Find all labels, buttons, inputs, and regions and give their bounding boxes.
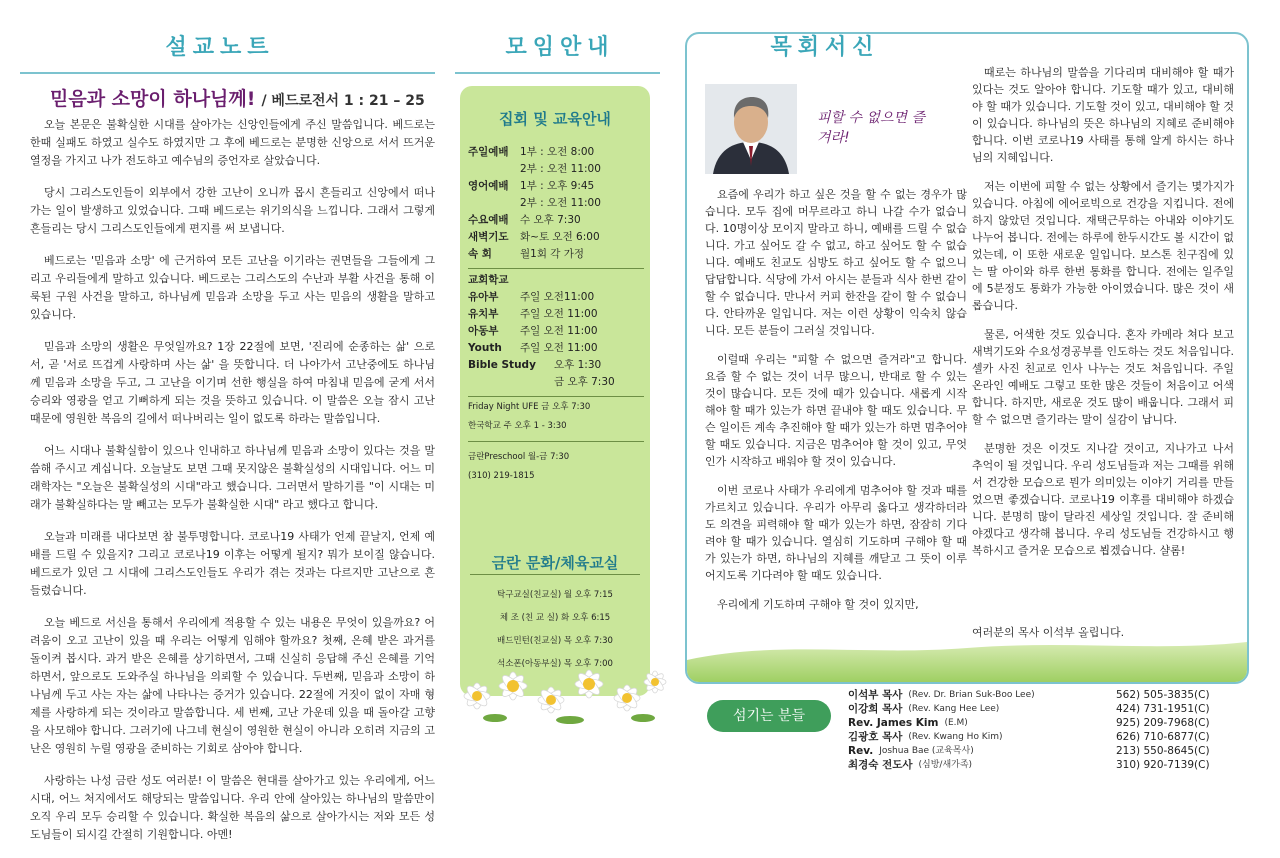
letter-paragraph: 우리에게 기도하며 구해야 할 것이 있지만,	[717, 598, 919, 611]
service-label: 영어예배	[468, 180, 509, 192]
staff-row	[848, 744, 1228, 758]
staff-name: 김광호 목사	[848, 731, 903, 743]
sermon-body	[30, 116, 435, 858]
letter-paragraph: 요즘에 우리가 하고 싶은 것을 할 수 없는 경우가 많습니다. 모두 집에 머무르라고 하니 나갈 수가 없습니다. 10명이상 모이지 말라고 하니, 예배를 드릴 수 없습니다. 가고 싶어도 갈 수 없고, 하고 싶어도 할 수 없습니다. 예배도 친교도 심방도 하고 싶어도 할 수 없으니 답답합니다. 식당에 가서 아시는 분들과 식사 한번 같이 할 수 없습니다. 만나서 커피 한잔을 같이 할 수 없습니다. 안타까운 일입니다. 저는 이런 상황이 익숙치 않습니다. 모든 분들이 그러실 것입니다.	[705, 188, 967, 337]
school-row	[468, 374, 644, 391]
service-label	[468, 161, 520, 178]
letter-section-title	[685, 30, 965, 61]
meeting-section-title: 모임안내	[505, 35, 615, 60]
schedule-box	[460, 86, 650, 696]
school-time: 주일 오전 11:00	[520, 308, 598, 320]
schedule-box-title: 집회 및 교육안내	[499, 110, 611, 128]
sermon-paragraph: 당시 그리스도인들이 외부에서 강한 고난이 오니까 몹시 흔들리고 신앙에서 떠나가는 일이 발생하고 있었습니다. 그때 베드로는 위기의식을 느낍니다. 그래서 그렇게 흔들리는 당시 그리스도인들에게 편지를 써 보냅니다.	[30, 186, 435, 235]
meeting-guide-section	[445, 0, 675, 777]
letter-signature: 여러분의 목사 이석부 올립니다.	[972, 626, 1125, 639]
service-time: 2부 : 오전 11:00	[520, 163, 601, 175]
staff-row	[848, 758, 1228, 772]
staff-row	[848, 688, 1228, 702]
service-time: 1부 : 오전 8:00	[520, 146, 595, 158]
school-heading-row	[468, 272, 644, 289]
meeting-divider	[455, 72, 660, 74]
letter-paragraph: 분명한 것은 이것도 지나갈 것이고, 지나가고 나서 추억이 될 것입니다. 우리 성도님들과 저는 그때를 위해서 건강한 모습으로 뭔가 의미있는 이야기 거리를 만들었으면 좋겠습니다. 코로나19 이후를 대비해야 하겠습니다. 분명히 많이 달라진 세상일 것입니다. 잘 준비해야겠다고 생각해 봅니다. 우리 성도님들 건강하시고 행복하시고 즐거운 모습으로 뵙겠습니다. 샬롬!	[972, 442, 1234, 557]
pastor-quote: 피할 수 없으면 즐겨라!	[817, 110, 926, 146]
service-label: 새벽기도	[468, 231, 509, 243]
sermon-title: 믿음과 소망이 하나님께!	[50, 88, 256, 110]
letter-paragraph: 이럴때 우리는 "피할 수 없으면 즐겨라"고 합니다. 요즘 할 수 없는 것이 너무 많으니, 반대로 할 수 있는 것이 많습니다. 모든 것에 때가 있습니다. 새롭게 시작해야 할 때가 있는가 하면 끝내야 할 때도 있습니다. 무슨 일이든 계속 추진해야 할 때가 있는가 하면 멈추어야 할 때도 있습니다. 지금은 멈추어야 할 것이 있고, 무엇인가 시작하고 배워야 할 것이 있습니다.	[705, 353, 967, 468]
sermon-section-title: 설교노트	[165, 35, 275, 60]
staff-phone: 213) 550-8645(C)	[1116, 745, 1210, 757]
letter-paragraph: 때로는 하나님의 말씀을 기다리며 대비해야 할 때가 있다는 것도 알아야 합니다. 기도할 때가 있고, 대비해야 할 때가 있습니다. 기도할 것이 있고, 대비해야 할 것이 있습니다. 하나님의 뜻은 하나님의 지혜로 준비해야 합니다. 이번 코로나19 사태를 통해 알게 하시는 하나님의 지혜입니다.	[972, 66, 1234, 164]
sermon-heading	[50, 84, 440, 111]
staff-phone: 562) 505-3835(C)	[1116, 689, 1210, 701]
korean-school-info: 한국학교 주 오후 1 - 3:30	[468, 421, 567, 431]
sermon-paragraph: 어느 시대나 불확실함이 있으나 인내하고 하나님께 믿음과 소망이 있다는 것을 말씀해 주시고 계십니다. 오늘날도 보면 그때 못지않은 불확실성의 시대입니다. 어느 미래학자는 "오늘은 불확실성의 시대"라고 했습니다. 그러면서 말하기를 "이 시대는 미래가 불확실하다는 말 빼고는 모두가 불확실한 시대" 라고 했다고 합니다.	[30, 444, 435, 511]
service-row	[468, 178, 644, 195]
letter-right-column	[972, 64, 1234, 571]
staff-name: 이석부 목사	[848, 689, 903, 701]
staff-badge: 섬기는 분들	[707, 700, 831, 732]
school-row	[468, 357, 644, 374]
school-time: 주일 오전 11:00	[520, 325, 598, 337]
culture-item: 석소폰(아동부실) 목 오후 7:00	[497, 659, 613, 669]
letter-left-column	[705, 186, 967, 625]
school-row	[468, 323, 644, 340]
letter-section-title-text: 목회서신	[760, 35, 889, 60]
schedule-divider	[468, 396, 644, 397]
service-label: 속 회	[468, 248, 492, 260]
staff-row	[848, 730, 1228, 744]
letter-paragraph: 물론, 어색한 것도 있습니다. 혼자 카메라 쳐다 보고 새벽기도와 수요성경공부를 인도하는 것도 처음입니다. 셀카 사진 친교로 인사 나누는 것도 처음입니다. 주일 온라인 예배도 그렇고 또한 많은 것들이 처음이고 어색합니다. 하지만, 새로운 것도 많이 배웁니다. 그래서 피할 수 없으면 즐기라는 말이 실감이 납니다.	[972, 328, 1234, 426]
service-row	[468, 161, 644, 178]
service-row	[468, 229, 644, 246]
staff-english-name: (E.M)	[944, 718, 968, 728]
letter-paragraph: 저는 이번에 피할 수 없는 상황에서 즐기는 몇가지가 있습니다. 아침에 에어로빅으로 건강을 지킵니다. 전에 하지 않았던 것입니다. 재택근무하는 아내와 이야기도 나누어 봅니다. 전에는 하루에 한두시간도 볼 시간이 없었는데, 이 또한 새로운 일입니다. 보스톤 친구집에 있는 딸 아이와 하루 한번 통화를 합니다. 전에는 일주일에 5분정도 통화가 가능한 아이였습니다. 많은 것이 새롭습니다.	[972, 180, 1234, 312]
school-row	[468, 289, 644, 306]
school-label: 유아부	[468, 291, 499, 303]
staff-phone: 310) 920-7139(C)	[1116, 759, 1210, 771]
school-row	[468, 306, 644, 323]
school-heading: 교회학교	[468, 274, 509, 286]
schedule-divider	[468, 268, 644, 269]
service-row	[468, 246, 644, 263]
school-label: 아동부	[468, 325, 499, 337]
sermon-paragraph: 믿음과 소망의 생활은 무엇일까요? 1장 22절에 보면, '진리에 순종하는 삶' 으로서, 곧 '서로 뜨겁게 사랑하며 사는 삶' 을 뜻합니다. 더 나아가서 고난중에도 하나님께 믿음과 소망을 두고, 그 고난을 이기며 선한 행실을 하여 마침내 믿음에 굳게 서서 승리와 영광을 얻고 기뻐하게 되는 것을 뜻하고 있습니다. 이 말씀은 오늘 잠시 고난 때문에 영원한 복음의 길에서 떠나버리는 일이 없도록 하라는 말씀입니다.	[30, 340, 435, 425]
staff-name: 이강희 목사	[848, 703, 903, 715]
staff-name: 최경숙 전도사	[848, 759, 913, 771]
school-label: 유치부	[468, 308, 499, 320]
service-time: 월1회 각 가정	[520, 248, 585, 260]
culture-item: 체 조 (친 교 실) 화 오후 6:15	[499, 613, 611, 623]
staff-english-name: (Rev. Kang Hee Lee)	[908, 704, 1000, 714]
service-row	[468, 195, 644, 212]
preschool-phone: (310) 219-1815	[468, 471, 535, 481]
service-row	[468, 144, 644, 161]
staff-name: Rev. James Kim	[848, 717, 939, 729]
service-row	[468, 212, 644, 229]
sermon-paragraph: 오늘과 미래를 내다보면 참 불투명합니다. 코로나19 사태가 언제 끝날지, 언제 예배를 드릴 수 있을지? 그리고 코로나19 이후는 어떻게 될지? 뭐가 보이질 않습니다. 베드로가 있던 그 시대에 그리스도인들도 우리가 겪는 것과는 다르지만 고난으로 흔들렸습니다.	[30, 530, 435, 597]
school-time: 금 오후 7:30	[554, 376, 615, 388]
school-label: Youth	[468, 342, 502, 354]
culture-item: 탁구교실(친교실) 월 오후 7:15	[497, 590, 613, 600]
sermon-reference: / 베드로전서 1 : 21 – 25	[261, 93, 425, 109]
service-label: 주일예배	[468, 146, 509, 158]
school-time: 주일 오전 11:00	[520, 342, 598, 354]
staff-list	[848, 688, 1228, 772]
staff-name: Rev.	[848, 745, 874, 757]
sermon-paragraph: 오늘 본문은 불확실한 시대를 살아가는 신앙인들에게 주신 말씀입니다. 베드로는 한때 실패도 하였고 실수도 하였지만 그 후에 베드로는 분명한 신앙으로 서서 뜨거운 열정을 가지고 나가 전도하고 예수님의 증언자로 살았습니다.	[30, 118, 435, 167]
staff-phone: 925) 209-7968(C)	[1116, 717, 1210, 729]
staff-row	[848, 716, 1228, 730]
staff-english-name: (심방/새가족)	[918, 760, 973, 770]
service-time: 수 오후 7:30	[520, 214, 581, 226]
staff-english-name: (Rev. Kwang Ho Kim)	[908, 732, 1003, 742]
schedule-divider	[468, 441, 644, 442]
staff-english-name: Joshua Bae (교육목사)	[879, 746, 974, 756]
staff-row	[848, 702, 1228, 716]
sermon-notes-section	[0, 0, 440, 841]
school-time: 오후 1:30	[554, 359, 602, 371]
preschool-info: 금란Preschool 월-금 7:30	[468, 452, 570, 462]
service-time: 화~토 오전 6:00	[520, 231, 600, 243]
staff-phone: 424) 731-1951(C)	[1116, 703, 1210, 715]
grass-illustration	[687, 630, 1247, 682]
pastor-photo	[705, 84, 797, 174]
sermon-paragraph: 사랑하는 나성 금란 성도 여러분! 이 말씀은 현대를 살아가고 있는 우리에게, 어느 시대, 어느 처지에서도 해당되는 말씀입니다. 우리 안에 살아있는 하나님의 말씀만이 오직 우리 모두 승리할 수 있습니다. 확실한 복음의 삶으로 살아가시는 저와 모든 성도님들이 되시길 간절히 기원합니다. 아멘!	[30, 774, 435, 841]
service-time: 2부 : 오전 11:00	[520, 197, 601, 209]
sermon-divider	[20, 72, 435, 74]
staff-english-name: (Rev. Dr. Brian Suk-Boo Lee)	[908, 690, 1035, 700]
service-label	[468, 195, 520, 212]
schedule-list	[468, 144, 644, 483]
school-time: 주일 오전11:00	[520, 291, 595, 303]
daisy-flowers-illustration	[455, 656, 670, 726]
letter-paragraph: 이번 코로나 사태가 우리에게 멈추어야 할 것과 때를 가르치고 있습니다. 우리가 아무리 옳다고 생각하더라도 의견을 피력해야 할 때가 있는가 하면, 잠잠히 기다려야 할 때가 있습니다. 열심히 기도하며 구해야 할 때가 있는가 하면, 하나님의 지혜를 깨닫고 그 뜻이 이루어지도록 기다려야 할 때도 있습니다.	[705, 484, 967, 582]
service-time: 1부 : 오후 9:45	[520, 180, 595, 192]
service-label: 수요예배	[468, 214, 509, 226]
culture-title: 금란 문화/체육교실	[491, 554, 619, 572]
friday-night-info: Friday Night UFE 금 오후 7:30	[468, 402, 591, 412]
culture-item: 배드민턴(친교실) 목 오후 7:30	[497, 636, 613, 646]
sermon-paragraph: 베드로는 '믿음과 소망' 에 근거하여 모든 고난을 이기라는 권면들을 그들에게 그리고 우리들에게 말하고 있습니다. 베드로는 그리스도의 수난과 부활 사건을 통해 이룩된 구원 사건을 말하고, 하나님께 믿음과 소망을 두고 사는 믿음의 생활을 말하고 있습니다.	[30, 254, 435, 321]
school-label: Bible Study	[468, 359, 536, 371]
culture-divider	[470, 574, 640, 575]
sermon-paragraph: 오늘 베드로 서신을 통해서 우리에게 적용할 수 있는 내용은 무엇이 있을까요? 어려움이 오고 고난이 있을 때 우리는 어떻게 임해야 할까요? 첫째, 은혜 받은 과거를 돌이켜 봅시다. 과거 받은 은혜를 상기하면서, 그때 신실히 응답해 주신 은혜를 기억하면서, 앞으로도 도와주실 하나님을 의뢰할 수 있습니다. 두번째, 믿음과 소망이 하나님께 두고 사는 자는 삶에 나타나는 증거가 있습니다. 22절에 거짓이 없이 자매 형제를 사랑하게 되는 것이라고 말씀합니다. 세 번째, 고난 가운데 있을 때 돌아갈 고향을 사모해야 합니다. 그러기에 나그네 현실이 영원한 현실이 아니라 오히려 지금의 고난은 영원히 누릴 영광을 준비하는 기회로 삼아야 합니다.	[30, 616, 435, 755]
school-row	[468, 340, 644, 357]
staff-phone: 626) 710-6877(C)	[1116, 731, 1210, 743]
school-label	[468, 374, 554, 391]
